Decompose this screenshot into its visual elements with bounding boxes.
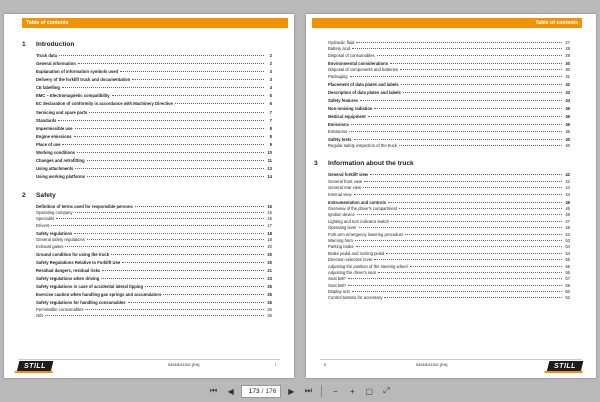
toc-page-right [306,14,596,378]
toc-entry-title: Working conditions [36,149,76,155]
toc-entry-title: Delivery of the forklift truck and documentation [36,77,131,83]
toc-entry-title: Safety regulations [36,230,73,236]
toc-entry-page: 25 [267,292,272,298]
toc-entry-page: 23 [267,275,272,281]
section-number: 3 [314,160,318,168]
toc-entry-page: 48 [565,225,570,231]
toc-entry[interactable] [36,126,272,132]
toc-entry-page: 42 [565,172,570,178]
toc-entry-title: Control buttons for accessory [328,295,383,301]
toc-entry-page: 18 [267,230,272,236]
toc-entry-page: 54 [565,250,570,256]
toc-entry[interactable] [36,93,272,99]
toc-entry[interactable] [36,260,272,266]
dot-leader [399,208,562,209]
dot-leader [87,160,264,161]
toc-entry-title: Warning horn [328,237,353,243]
section-number: 2 [22,191,26,199]
toc-entry[interactable] [36,284,272,290]
toc-entry-title: General safety regulations [36,237,85,243]
toc-entry-page: 44 [565,185,570,191]
toc-entry-title: Exercise caution when handling gas springs and accumulators [36,292,162,298]
page-header: Table of contents [22,18,288,28]
toc-entry-title: Explanation of information symbols used [36,69,119,75]
dot-leader [374,108,562,109]
toc-entry-page: 25 [267,283,272,289]
toc-entry-page: 29 [565,52,570,58]
toc-entry-title: Impermissible use [36,125,73,131]
dot-leader [356,246,562,247]
section-heading[interactable] [22,40,272,49]
toc-entry-title: Adjusting the driver's seat [328,269,376,275]
toc-entry-title: EMC – Electromagnetic compatibility [36,93,110,99]
toc-entry-page: 8 [269,125,272,131]
toc-entry[interactable] [36,174,272,180]
zoom-in-icon[interactable]: + [349,386,355,396]
toc-entry[interactable] [328,53,570,59]
toc-entry-page: 8 [269,133,272,139]
toc-entry-page: 20 [267,251,272,257]
toc-entry[interactable] [328,295,570,301]
dot-leader [390,63,562,64]
viewer-toolbar [0,380,600,402]
dot-leader [135,206,264,207]
toc-entry-title: Using working platforms [36,174,86,180]
toc-entry-page: 6 [269,101,272,107]
toc-entry-title: Display unit [328,289,350,295]
toc-entry-title: Place of use [36,141,61,147]
toc-entry-title: Lighting and turn indicator switch [328,218,389,224]
dot-leader [120,71,264,72]
dot-leader [352,48,562,49]
toc-entry-title: Regular safety inspection of the truck [328,142,397,148]
toc-entry-title: Emissions [328,128,348,134]
toc-entry-page: 42 [565,178,570,184]
toc-entry[interactable] [36,292,272,298]
dot-leader [112,95,264,96]
toc-entry-page: 36 [565,122,570,128]
page-footer [320,359,582,372]
still-logo: STILL [17,361,54,372]
dot-leader [75,168,264,169]
toc-entry-title: Hydraulic fluid [328,40,355,45]
page-number-input[interactable] [246,388,260,395]
toc-entry-page: 60 [565,289,570,295]
toc-entry[interactable] [328,106,570,112]
toc-entry-page: 11 [267,158,272,164]
toc-entry-title: Battery acid [328,46,351,52]
toc-entry-page: 28 [565,46,570,52]
dot-leader [386,253,562,254]
toc-entry[interactable] [36,252,272,258]
toc-entry-title: Operating company [36,209,73,215]
toc-entry-title: Oils [36,312,44,318]
section-number: 1 [22,41,26,48]
total-pages: 176 [265,387,277,395]
toc-entry-title: Seat belt* [328,282,347,288]
dot-leader [163,294,264,295]
toc-entry-title: Description of data plates and labels [328,89,401,95]
toc-entry[interactable] [328,129,570,135]
toc-entry-page: 58 [565,282,570,288]
toc-entry[interactable] [328,74,570,80]
dot-leader [377,55,562,56]
dot-leader [74,233,264,234]
dot-leader [102,270,264,271]
toc-entry-title: General forklift view [328,172,369,178]
toc-entry-title: Disposal of consumables [328,52,375,58]
toc-entry-title: Ignition device [328,212,355,218]
toc-entry-title: Safety regulations in case of accidental lateral tipping [36,283,144,289]
page-separator: / [261,387,264,395]
toc-entry-title: Overview of the driver's compartment [328,206,398,211]
toc-entry-page: 27 [565,40,570,45]
toc-entry-page: 10 [267,149,272,155]
dot-leader [348,278,562,279]
toc-entry-title: Safety Regulations Relative to Forklift Use [36,259,121,265]
toc-entry-page: 7 [269,109,272,115]
toc-entry-page: 17 [267,222,272,228]
toc-page-left [4,14,294,378]
toc-entry-title: Non-ionising radiation [328,105,373,111]
toc-entry-title: Emissions [328,122,349,128]
toc-entry-page: 34 [565,97,570,103]
dot-leader [403,92,562,93]
page-number: I [274,363,276,367]
dot-leader [45,315,264,316]
toc-entry-title: Safety features [328,97,359,103]
toc-entry-page: 9 [269,141,272,147]
dot-leader [357,214,562,215]
toc-entry-page: 7 [269,117,272,123]
toc-entry[interactable] [36,101,272,107]
dot-leader [350,76,562,77]
toc-entry-title: Specialist [36,216,54,222]
toc-entry-title: Adjusting the position of the steering wheel [328,263,408,269]
toc-entry[interactable] [36,85,272,91]
dot-leader [145,286,264,287]
toc-entry-title: EC declaration of conformity in accordance with Machinery Directive [36,101,173,107]
toc-entry[interactable] [36,150,272,156]
toc-entry-page: 30 [565,60,570,66]
toc-entry[interactable] [36,142,272,148]
toc-entry-page: 31 [565,73,570,79]
dot-leader [352,291,562,292]
dot-leader [360,100,562,101]
page-header: Table of contents [312,18,582,28]
section-title: Safety [36,191,56,199]
toc-entry[interactable] [328,90,570,96]
toc-entry[interactable] [328,98,570,104]
dot-leader [363,187,562,188]
dot-leader [405,234,562,235]
dot-leader [374,259,562,260]
toc-entry-page: 52 [565,231,570,237]
fullscreen-icon[interactable]: ⤢ [383,386,390,395]
toc-entry-title: Disposal of components and batteries [328,67,399,73]
dot-leader [89,112,264,113]
dot-leader [65,246,264,247]
dot-leader [378,272,562,273]
toc-entry-title: Placement of data plates and labels [328,81,399,87]
toc-entry-page: 36 [565,128,570,134]
toc-entry[interactable] [36,61,272,67]
dot-leader [354,139,562,140]
dot-leader [58,120,264,121]
dot-leader [370,174,562,175]
toc-entry-page: 3 [269,69,272,75]
toc-entry-page: 26 [267,312,272,318]
dot-leader [364,181,562,182]
toc-entry[interactable] [328,114,570,120]
toc-entry-title: Servicing and spare parts [36,109,88,115]
dot-leader [359,227,562,228]
dot-leader [51,225,264,226]
next-page-icon[interactable]: ▶ [288,386,295,396]
toc-entry-page: 54 [565,244,570,250]
dot-leader [78,63,264,64]
toc-entry-page: 30 [565,67,570,73]
dot-leader [74,136,264,137]
document-code: 54048011501 [EN] [168,363,200,367]
document-code: 54048011501 [EN] [416,363,448,367]
toc-entry-page: 32 [565,81,570,87]
toc-entry[interactable] [36,223,272,229]
toc-entry[interactable] [36,276,272,282]
toc-entry-page: 56 [565,269,570,275]
last-page-icon[interactable]: ⏭ [304,386,312,395]
toc-entry-page: 46 [565,206,570,211]
toc-entry-page: 3 [269,77,272,83]
toc-entry-page: 45 [565,199,570,205]
dot-leader [175,103,264,104]
still-logo: STILL [547,361,584,372]
toc-entry-title: Drivers [36,222,50,228]
page-footer [18,359,280,372]
toc-entry[interactable] [36,69,272,75]
section-heading[interactable] [314,159,570,168]
dot-leader [62,144,264,145]
toc-entry-page: 40 [565,142,570,148]
dot-leader [384,297,562,298]
toc-entry-page: 55 [565,257,570,263]
toc-entry-title: Safety regulations for handling consumables [36,300,126,306]
toc-entry[interactable] [36,268,272,274]
toc-entry-page: 26 [267,306,272,312]
toc-entry[interactable] [36,110,272,116]
dot-leader [355,240,562,241]
dot-leader [122,262,264,263]
toc-entry-page: 53 [565,237,570,243]
toc-entry-title: CE labelling [36,85,60,91]
dot-leader [75,128,264,129]
toc-entry[interactable] [36,118,272,124]
dot-leader [87,176,264,177]
fit-page-icon[interactable]: ▢ [365,386,374,396]
toc-entry-page: 20 [267,259,272,265]
dot-leader [85,309,264,310]
dot-leader [101,278,264,279]
toc-entry-title: Definition of terms used for responsible persons [36,203,133,209]
toc-entry-title: Instrumentation and controls [328,199,386,205]
toc-entry-title: General information [36,61,76,67]
toc-entry-page: 55 [565,263,570,269]
toc-entry[interactable] [36,77,272,83]
toc-entry-page: 4 [269,85,272,91]
toolbar-divider [321,385,322,397]
toc-entry-page: 2 [269,53,272,58]
toc-entry[interactable] [36,166,272,172]
toc-entry[interactable] [36,53,272,59]
toc-entry-page: 62 [565,295,570,301]
toc-entry-page: 5 [269,93,272,99]
toc-entry-page: 21 [267,267,272,273]
toc-entry-page: 18 [267,237,272,243]
toc-entry[interactable] [36,244,272,250]
dot-leader [388,202,562,203]
toc-entry-title: Using attachments [36,166,74,172]
toc-entry-title: Operating lever [328,225,357,231]
toc-entry-page: 46 [565,212,570,218]
dot-leader [368,116,562,117]
toc-entry-page: 40 [565,136,570,142]
dot-leader [62,87,264,88]
toc-entry-title: Fork arm emergency lowering procedure [328,231,404,237]
dot-leader [56,218,264,219]
dot-leader [349,131,562,132]
section-title: Information about the truck [328,160,414,168]
toc-entry-page: 33 [565,89,570,95]
toc-entry-title: Exhaust gases [36,243,64,249]
toc-entry-title: Permissible consumables [36,306,84,312]
toc-entry[interactable] [36,134,272,140]
toc-entry-title: Medical equipment [328,114,366,120]
toc-entry[interactable] [36,313,272,319]
toc-entry-page: 13 [267,166,272,172]
toc-entry-page: 57 [565,276,570,282]
dot-leader [348,285,562,286]
toc-entry[interactable] [328,192,570,198]
toc-entry-page: 26 [267,300,272,306]
toc-entry-page: 16 [267,209,272,215]
dot-leader [132,79,264,80]
toc-entry-page: 36 [565,114,570,120]
toc-entry-title: Direction selection lever [328,257,373,263]
zoom-out-icon[interactable]: − [332,386,338,396]
toc-entry-title: Residual dangers, residual risks [36,267,101,273]
section-title: Introduction [36,41,75,48]
dot-leader [59,55,264,56]
toc-entry-page: 2 [269,61,272,67]
dot-leader [111,254,264,255]
toc-entry-title: General front view [328,178,362,184]
toc-entry-page: 16 [267,203,272,209]
dot-leader [410,266,562,267]
toc-entry-page: 20 [267,243,272,249]
toc-entry-title: Truck data [36,53,57,58]
toc-entry-page: 36 [565,105,570,111]
prev-page-icon[interactable]: ◀ [227,386,234,396]
dot-leader [356,42,562,43]
toc-entry-title: Seat belt* [328,276,347,282]
dot-leader [399,145,562,146]
toc-entry-title: Internal view [328,191,352,197]
page-number: II [324,363,327,367]
first-page-icon[interactable]: ⏮ [210,386,218,395]
dot-leader [354,194,562,195]
toc-entry-title: Packaging [328,73,348,79]
toc-entry[interactable] [328,82,570,88]
toc-entry-title: Environmental considerations [328,60,389,66]
toc-entry-title: Safety tests [328,136,352,142]
toc-entry-title: General rear view [328,185,362,191]
toc-entry-title: Ground condition for using the truck [36,251,110,257]
toc-list [314,40,570,302]
dot-leader [400,69,562,70]
toc-entry-title: Changes and retrofitting [36,158,85,164]
toc-list [22,40,272,319]
toc-entry-title: Brake pedal and inching pedal [328,250,385,256]
dot-leader [128,302,264,303]
toc-entry-title: Parking brake [328,244,354,250]
toc-entry-page: 16 [267,216,272,222]
dot-leader [75,212,264,213]
dot-leader [87,239,264,240]
toc-entry[interactable] [36,158,272,164]
toc-entry-page: 44 [565,191,570,197]
toc-entry-title: Safety regulations when driving [36,275,100,281]
dot-leader [77,152,264,153]
page-indicator [241,385,282,398]
dot-leader [401,84,562,85]
toc-entry-title: Engine emissions [36,133,72,139]
toc-entry-title: Standards [36,117,57,123]
toc-entry[interactable] [328,143,570,149]
toc-entry-page: 14 [267,174,272,180]
section-heading[interactable] [22,191,272,200]
dot-leader [351,124,562,125]
toc-entry-page: 47 [565,218,570,224]
dot-leader [391,221,562,222]
